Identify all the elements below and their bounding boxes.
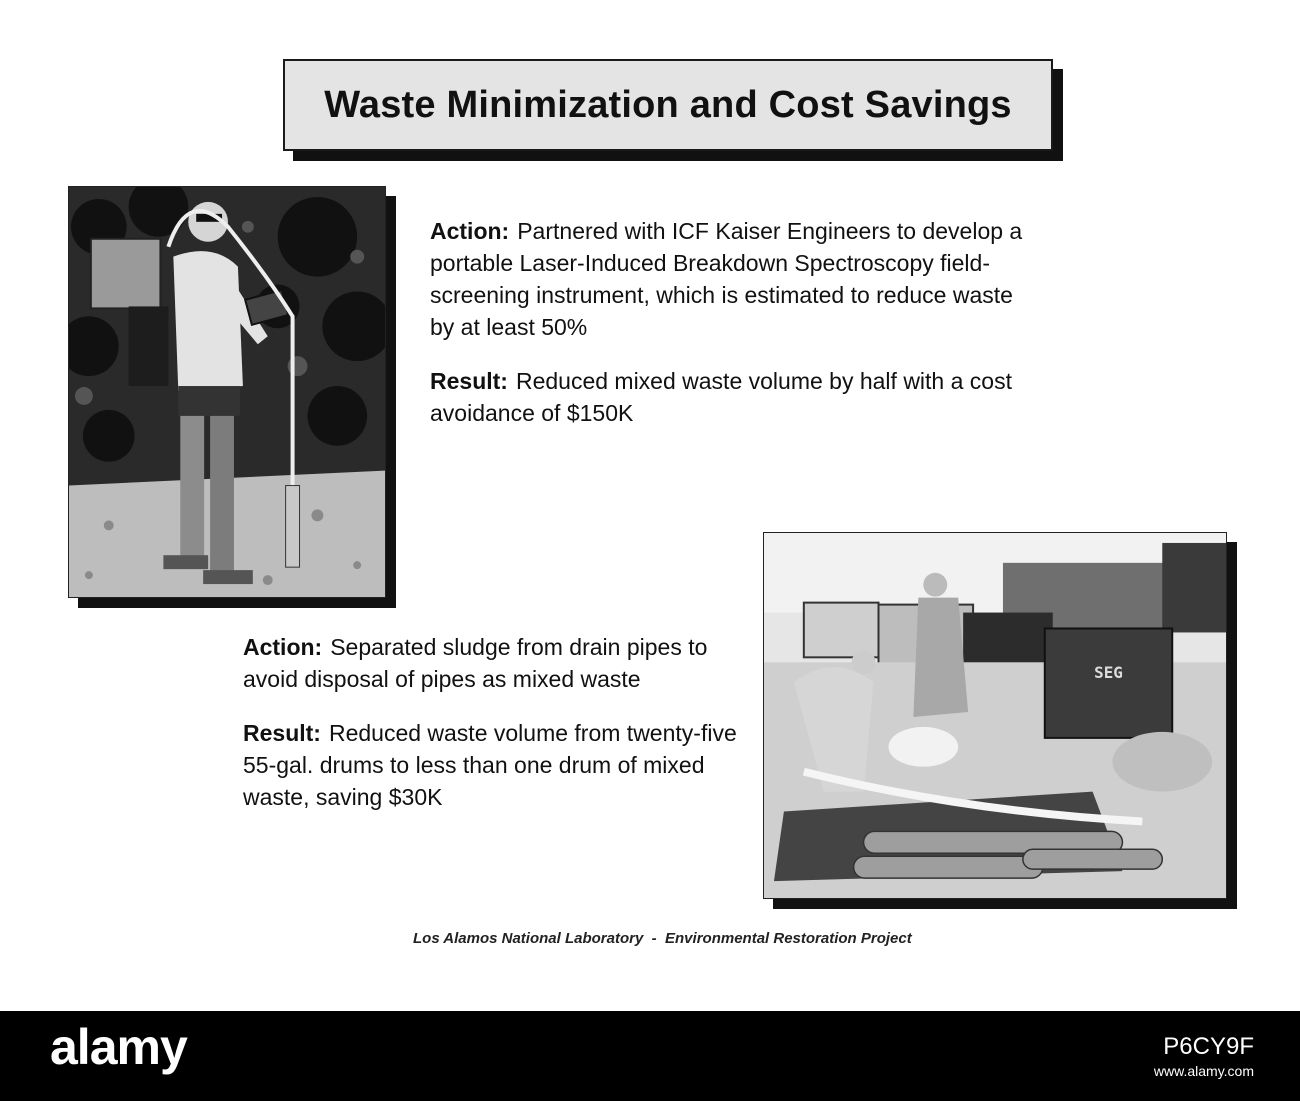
watermark-url: www.alamy.com xyxy=(1153,1063,1254,1079)
section-1-action xyxy=(430,215,1040,343)
section-2 xyxy=(243,631,743,813)
result-label: Result: xyxy=(243,720,321,746)
photo-frame xyxy=(68,186,386,598)
section-1 xyxy=(430,215,1040,429)
watermark-bar xyxy=(0,1011,1300,1101)
field-worker-image xyxy=(69,187,385,597)
photo-frame xyxy=(763,532,1227,899)
action-text: Separated sludge from drain pipes to avoid disposal of pipes as mixed waste xyxy=(243,634,708,692)
photo-field-screening xyxy=(68,186,396,608)
action-label: Action: xyxy=(243,634,323,660)
photo-drain-pipes xyxy=(763,532,1237,909)
result-label: Result: xyxy=(430,368,508,394)
watermark-image-id: P6CY9F xyxy=(1163,1033,1254,1060)
section-1-result xyxy=(430,365,1040,429)
page-title: Waste Minimization and Cost Savings xyxy=(324,83,1012,126)
footer xyxy=(413,930,912,948)
action-label: Action: xyxy=(430,218,510,244)
section-2-action xyxy=(243,631,743,695)
footer-project: Environmental Restoration Project xyxy=(665,930,912,947)
result-text: Reduced waste volume from twenty-five 55-gal. drums to less than one drum of mixed waste, saving $30K xyxy=(243,720,737,810)
footer-separator: - xyxy=(651,930,657,947)
drain-pipes-image xyxy=(764,533,1226,898)
watermark-brand: alamy xyxy=(50,1019,187,1075)
seg-label: SEG xyxy=(1094,663,1123,683)
title-box xyxy=(283,59,1053,151)
footer-lab: Los Alamos National Laboratory xyxy=(413,930,644,947)
action-text: Partnered with ICF Kaiser Engineers to develop a portable Laser-Induced Breakdown Spectroscopy field-screening instrument, which is estimated to reduce waste by at least 50% xyxy=(430,218,1023,340)
result-text: Reduced mixed waste volume by half with a cost avoidance of $150K xyxy=(430,368,1012,426)
section-2-result xyxy=(243,717,743,813)
